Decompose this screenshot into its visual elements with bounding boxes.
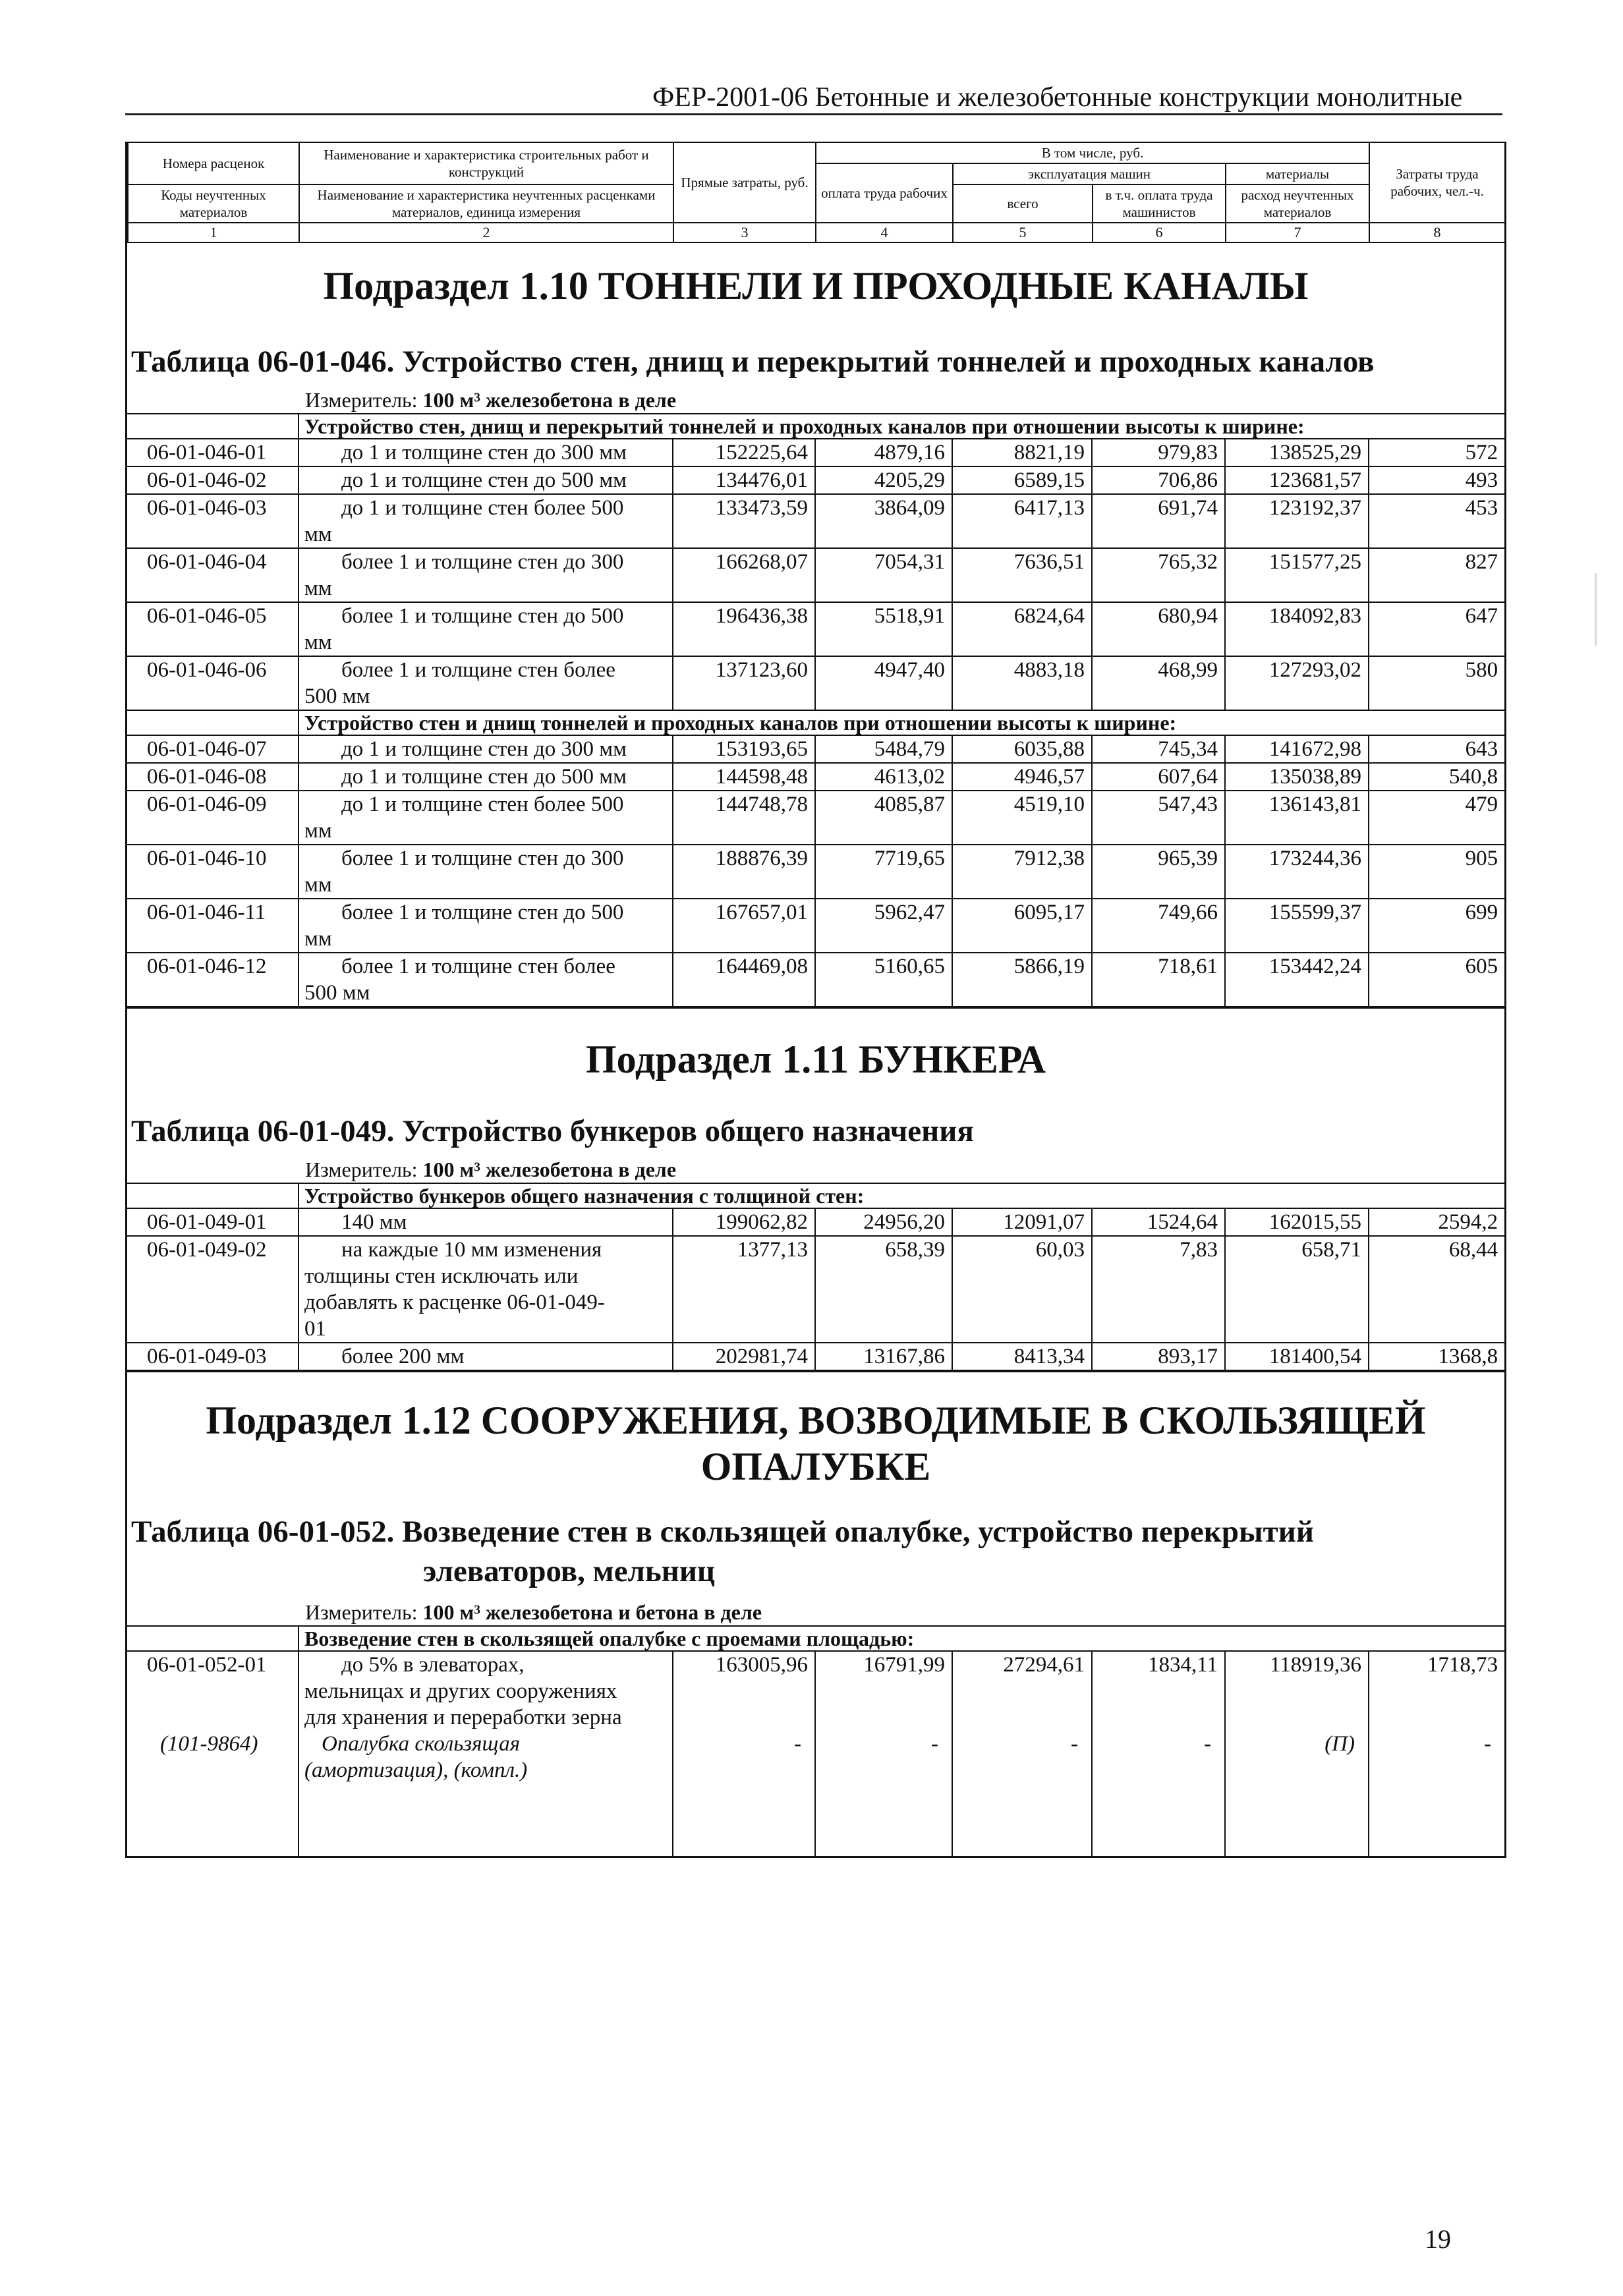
- unit-value: 100 м³ железобетона и бетона в деле: [422, 1600, 762, 1624]
- machines-total: 6824,64: [952, 602, 1092, 656]
- labor-hours: 572: [1369, 439, 1504, 466]
- table-row: [127, 899, 1504, 953]
- col-number: 1: [128, 223, 299, 242]
- rate-name-line: добавлять к расценке 06-01-049-: [304, 1291, 605, 1314]
- rate-code: 06-01-046-03: [127, 494, 299, 548]
- rate-code: 06-01-046-05: [127, 602, 299, 656]
- operator-pay: 1524,64: [1092, 1208, 1225, 1236]
- rate-name: [299, 466, 673, 494]
- machines-total: 5866,19: [952, 953, 1092, 1007]
- rate-code: 06-01-049-01: [127, 1208, 299, 1236]
- operator-pay: 749,66: [1092, 899, 1225, 953]
- machines-total: 27294,61: [952, 1651, 1092, 1731]
- labor-hours: 1718,73: [1369, 1651, 1504, 1731]
- rate-code: 06-01-046-04: [127, 548, 299, 602]
- group-heading: Возведение стен в скользящей опалубке с проемами площадью:: [299, 1626, 1504, 1651]
- running-head-rule: [125, 113, 1502, 115]
- worker-pay: 4085,87: [815, 791, 952, 845]
- table-row: [127, 845, 1504, 899]
- rate-name: [299, 656, 673, 710]
- table-row: [127, 1651, 1504, 1731]
- rate-name-line: 140 мм: [341, 1210, 407, 1234]
- operator-pay: 893,17: [1092, 1343, 1225, 1370]
- table-title-line: Таблица 06-01-052. Возведение стен в скользящей опалубке, устройство перекрытий: [131, 1515, 1314, 1549]
- rates-table-06-01-049: [127, 1183, 1504, 1371]
- machines-total: 6095,17: [952, 899, 1092, 953]
- materials: 135038,89: [1225, 763, 1369, 791]
- table-title-line: элеваторов, мельниц: [423, 1554, 716, 1588]
- labor-hours: 827: [1369, 548, 1504, 602]
- material-name-line: Опалубка скользящая: [322, 1732, 521, 1756]
- operator-pay: 718,61: [1092, 953, 1225, 1007]
- direct-costs: 202981,74: [673, 1343, 815, 1370]
- machines-total: 7912,38: [952, 845, 1092, 899]
- operator-pay: 680,94: [1092, 602, 1225, 656]
- material-value: -: [673, 1731, 815, 1856]
- machines-total: 8821,19: [952, 439, 1092, 466]
- machines-total: 7636,51: [952, 548, 1092, 602]
- rate-name: [299, 1208, 673, 1236]
- material-value: -: [815, 1731, 952, 1856]
- rate-name-line: более 1 и толщине стен до 300: [341, 550, 624, 574]
- materials: 153442,24: [1225, 953, 1369, 1007]
- rate-name: [299, 845, 673, 899]
- worker-pay: 3864,09: [815, 494, 952, 548]
- rate-name-line: толщины стен исключать или: [304, 1264, 579, 1288]
- worker-pay: 16791,99: [815, 1651, 952, 1731]
- worker-pay: 5518,91: [815, 602, 952, 656]
- materials: 141672,98: [1225, 735, 1369, 763]
- materials: 118919,36: [1225, 1651, 1369, 1731]
- scan-mark: [1595, 573, 1597, 646]
- group-heading: Устройство стен, днищ и перекрытий тоннелей и проходных каналов при отношении высоты к ширине:: [299, 414, 1504, 439]
- rate-code: 06-01-046-07: [127, 735, 299, 763]
- subsection-1-10: [127, 243, 1504, 413]
- rate-name-line: до 1 и толщине стен до 300 мм: [341, 441, 627, 464]
- material-name: [299, 1731, 673, 1856]
- table-row: [127, 548, 1504, 602]
- material-value: -: [1092, 1731, 1225, 1856]
- rate-name-line: до 1 и толщине стен более 500: [341, 793, 624, 816]
- header-including: В том числе, руб.: [816, 142, 1369, 163]
- col-number: 5: [953, 223, 1093, 242]
- rate-code: 06-01-052-01: [127, 1651, 299, 1731]
- table-row: [127, 494, 1504, 548]
- rate-code: 06-01-049-02: [127, 1236, 299, 1343]
- materials: 184092,83: [1225, 602, 1369, 656]
- materials: 181400,54: [1225, 1343, 1369, 1370]
- subsection-title: [127, 1372, 1504, 1490]
- rate-name: [299, 953, 673, 1007]
- materials: 123681,57: [1225, 466, 1369, 494]
- rate-code: 06-01-046-12: [127, 953, 299, 1007]
- materials: 136143,81: [1225, 791, 1369, 845]
- header-direct-costs: Прямые затраты, руб.: [673, 142, 816, 223]
- header-material-usage: расход неучтенных материалов: [1226, 184, 1369, 223]
- operator-pay: 965,39: [1092, 845, 1225, 899]
- rate-name-line: более 200 мм: [341, 1345, 465, 1368]
- rate-name: [299, 1343, 673, 1370]
- operator-pay: 979,83: [1092, 439, 1225, 466]
- column-header: [127, 142, 1506, 243]
- rate-name-line: мм: [304, 927, 332, 951]
- labor-hours: 905: [1369, 845, 1504, 899]
- operator-pay: 607,64: [1092, 763, 1225, 791]
- rate-name-line: 500 мм: [304, 981, 370, 1005]
- subsection-title-line: ОПАЛУБКЕ: [700, 1445, 931, 1488]
- materials: 173244,36: [1225, 845, 1369, 899]
- direct-costs: 133473,59: [673, 494, 815, 548]
- col-number: 4: [816, 223, 953, 242]
- worker-pay: 658,39: [815, 1236, 952, 1343]
- worker-pay: 7054,31: [815, 548, 952, 602]
- col-number: 2: [299, 223, 673, 242]
- table-row: [127, 439, 1504, 466]
- rate-name-line: до 1 и толщине стен до 300 мм: [341, 737, 627, 761]
- worker-pay: 4205,29: [815, 466, 952, 494]
- machines-total: 8413,34: [952, 1343, 1092, 1370]
- header-work-name: Наименование и характеристика строительных работ и конструкций: [299, 142, 673, 184]
- material-code: (101-9864): [127, 1731, 299, 1856]
- labor-hours: 2594,2: [1369, 1208, 1504, 1236]
- table-row: [127, 1343, 1504, 1370]
- worker-pay: 13167,86: [815, 1343, 952, 1370]
- rate-name-line: до 1 и толщине стен до 500 мм: [341, 765, 627, 789]
- machines-total: 6417,13: [952, 494, 1092, 548]
- unit-value: 100 м³ железобетона в деле: [422, 388, 677, 412]
- operator-pay: 547,43: [1092, 791, 1225, 845]
- labor-hours: 493: [1369, 466, 1504, 494]
- header-material-name: Наименование и характеристика неучтенных расценками материалов, единица измерения: [299, 184, 673, 223]
- unit-prefix: Измеритель:: [305, 388, 418, 412]
- direct-costs: 153193,65: [673, 735, 815, 763]
- rate-name: [299, 439, 673, 466]
- direct-costs: 144748,78: [673, 791, 815, 845]
- rate-code: 06-01-049-03: [127, 1343, 299, 1370]
- machines-total: 60,03: [952, 1236, 1092, 1343]
- operator-pay: 745,34: [1092, 735, 1225, 763]
- col-number: 7: [1226, 223, 1369, 242]
- worker-pay: 24956,20: [815, 1208, 952, 1236]
- unit-prefix: Измеритель:: [305, 1158, 418, 1181]
- header-rate-number: Номера расценок: [128, 142, 299, 184]
- header-operator-pay: в т.ч. оплата труда машинистов: [1093, 184, 1226, 223]
- col-number: 8: [1369, 223, 1505, 242]
- group-heading: Устройство стен и днищ тоннелей и проходных каналов при отношении высоты к ширине:: [299, 710, 1504, 735]
- machines-total: 6035,88: [952, 735, 1092, 763]
- operator-pay: 706,86: [1092, 466, 1225, 494]
- direct-costs: 163005,96: [673, 1651, 815, 1731]
- table-title: Таблица 06-01-049. Устройство бункеров общего назначения: [131, 1114, 974, 1148]
- rate-name-line: более 1 и толщине стен более: [341, 955, 615, 978]
- machines-total: 4883,18: [952, 656, 1092, 710]
- direct-costs: 164469,08: [673, 953, 815, 1007]
- header-material-codes: Коды неучтенных материалов: [128, 184, 299, 223]
- rate-code: 06-01-046-01: [127, 439, 299, 466]
- direct-costs: 134476,01: [673, 466, 815, 494]
- col-number: 3: [673, 223, 816, 242]
- group-heading: Устройство бункеров общего назначения с толщиной стен:: [299, 1183, 1504, 1208]
- materials: 127293,02: [1225, 656, 1369, 710]
- rate-name: [299, 763, 673, 791]
- worker-pay: 5962,47: [815, 899, 952, 953]
- rate-name-line: мм: [304, 522, 332, 546]
- page-number: 19: [1425, 2224, 1451, 2254]
- labor-hours: 605: [1369, 953, 1504, 1007]
- materials: 151577,25: [1225, 548, 1369, 602]
- subsection-1-12: [127, 1371, 1504, 1625]
- rate-name-line: мм: [304, 873, 332, 897]
- unit-prefix: Измеритель:: [305, 1600, 418, 1624]
- direct-costs: 152225,64: [673, 439, 815, 466]
- labor-hours: 647: [1369, 602, 1504, 656]
- labor-hours: 479: [1369, 791, 1504, 845]
- materials: 138525,29: [1225, 439, 1369, 466]
- material-value: (П): [1225, 1731, 1369, 1856]
- unit-value: 100 м³ железобетона в деле: [422, 1158, 677, 1181]
- rate-name: [299, 735, 673, 763]
- material-value: -: [1369, 1731, 1504, 1856]
- rate-name: [299, 602, 673, 656]
- direct-costs: 188876,39: [673, 845, 815, 899]
- material-name-line: (амортизация), (компл.): [304, 1758, 528, 1782]
- labor-hours: 580: [1369, 656, 1504, 710]
- labor-hours: 540,8: [1369, 763, 1504, 791]
- rate-name-line: на каждые 10 мм изменения: [341, 1238, 602, 1262]
- rate-name-line: мм: [304, 819, 332, 843]
- table-row: [127, 763, 1504, 791]
- header-labor-hours: Затраты труда рабочих, чел.-ч.: [1369, 142, 1505, 223]
- rate-code: 06-01-046-10: [127, 845, 299, 899]
- materials: 123192,37: [1225, 494, 1369, 548]
- direct-costs: 137123,60: [673, 656, 815, 710]
- table-row: [127, 735, 1504, 763]
- rate-code: 06-01-046-09: [127, 791, 299, 845]
- rate-code: 06-01-046-02: [127, 466, 299, 494]
- materials: 155599,37: [1225, 899, 1369, 953]
- rate-name: [299, 1651, 673, 1731]
- table-row: [127, 1236, 1504, 1343]
- header-machines-total: всего: [953, 184, 1093, 223]
- rate-name-line: более 1 и толщине стен более: [341, 658, 615, 682]
- labor-hours: 1368,8: [1369, 1343, 1504, 1370]
- header-materials: материалы: [1226, 163, 1369, 184]
- rate-name: [299, 494, 673, 548]
- rate-name-line: мельницах и других сооружениях: [304, 1679, 617, 1703]
- worker-pay: 5160,65: [815, 953, 952, 1007]
- labor-hours: 68,44: [1369, 1236, 1504, 1343]
- direct-costs: 144598,48: [673, 763, 815, 791]
- labor-hours: 643: [1369, 735, 1504, 763]
- direct-costs: 1377,13: [673, 1236, 815, 1343]
- rate-name: [299, 791, 673, 845]
- rate-name-line: мм: [304, 576, 332, 600]
- subsection-1-11: [127, 1007, 1504, 1183]
- machines-total: 4519,10: [952, 791, 1092, 845]
- running-head: ФЕР-2001-06 Бетонные и железобетонные конструкции монолитные: [652, 82, 1463, 113]
- subsection-title: Подраздел 1.11 БУНКЕРА: [585, 1038, 1046, 1081]
- worker-pay: 5484,79: [815, 735, 952, 763]
- worker-pay: 4947,40: [815, 656, 952, 710]
- table-title: [127, 1490, 1504, 1591]
- rate-name-line: более 1 и толщине стен до 500: [341, 901, 624, 924]
- rates-table-06-01-052: [127, 1625, 1504, 1856]
- subsection-title: Подраздел 1.10 ТОННЕЛИ И ПРОХОДНЫЕ КАНАЛЫ: [323, 264, 1309, 308]
- rate-name: [299, 1236, 673, 1343]
- table-row: [127, 602, 1504, 656]
- direct-costs: 199062,82: [673, 1208, 815, 1236]
- materials: 658,71: [1225, 1236, 1369, 1343]
- machines-total: 4946,57: [952, 763, 1092, 791]
- operator-pay: 691,74: [1092, 494, 1225, 548]
- rate-name: [299, 548, 673, 602]
- table-row: [127, 953, 1504, 1007]
- rate-name: [299, 899, 673, 953]
- operator-pay: 7,83: [1092, 1236, 1225, 1343]
- unit-line: [127, 1591, 1504, 1625]
- materials: 162015,55: [1225, 1208, 1369, 1236]
- table-row: [127, 466, 1504, 494]
- rates-sheet: [125, 142, 1506, 1858]
- rate-name-line: для хранения и переработки зерна: [304, 1706, 622, 1729]
- subsection-title-line: Подраздел 1.12 СООРУЖЕНИЯ, ВОЗВОДИМЫЕ В СКОЛЬЗЯЩЕЙ: [206, 1399, 1426, 1442]
- labor-hours: 453: [1369, 494, 1504, 548]
- col-number: 6: [1093, 223, 1226, 242]
- rate-name-line: 500 мм: [304, 685, 370, 708]
- operator-pay: 468,99: [1092, 656, 1225, 710]
- operator-pay: 1834,11: [1092, 1651, 1225, 1731]
- labor-hours: 699: [1369, 899, 1504, 953]
- table-row: [127, 791, 1504, 845]
- direct-costs: 196436,38: [673, 602, 815, 656]
- header-worker-pay: оплата труда рабочих: [816, 163, 953, 223]
- table-title: Таблица 06-01-046. Устройство стен, днищ и перекрытий тоннелей и проходных каналов: [131, 345, 1375, 379]
- worker-pay: 4613,02: [815, 763, 952, 791]
- direct-costs: 167657,01: [673, 899, 815, 953]
- rate-name-line: до 1 и толщине стен до 500 мм: [341, 468, 627, 492]
- operator-pay: 765,32: [1092, 548, 1225, 602]
- table-row: [127, 1208, 1504, 1236]
- rate-name-line: до 5% в элеваторах,: [341, 1653, 525, 1677]
- rate-code: 06-01-046-11: [127, 899, 299, 953]
- table-row: [127, 656, 1504, 710]
- machines-total: 12091,07: [952, 1208, 1092, 1236]
- material-row: [127, 1731, 1504, 1856]
- material-value: -: [952, 1731, 1092, 1856]
- rates-table-06-01-046: [127, 413, 1504, 1007]
- machines-total: 6589,15: [952, 466, 1092, 494]
- rate-name-line: более 1 и толщине стен до 300: [341, 847, 624, 870]
- unit-line: [127, 381, 1504, 413]
- rate-name-line: 01: [304, 1317, 326, 1341]
- rate-name-line: более 1 и толщине стен до 500: [341, 604, 624, 628]
- header-machines: эксплуатация машин: [953, 163, 1226, 184]
- worker-pay: 7719,65: [815, 845, 952, 899]
- rate-code: 06-01-046-06: [127, 656, 299, 710]
- rate-name-line: мм: [304, 630, 332, 654]
- direct-costs: 166268,07: [673, 548, 815, 602]
- unit-line: [127, 1151, 1504, 1183]
- rate-name-line: до 1 и толщине стен более 500: [341, 496, 624, 520]
- worker-pay: 4879,16: [815, 439, 952, 466]
- rate-code: 06-01-046-08: [127, 763, 299, 791]
